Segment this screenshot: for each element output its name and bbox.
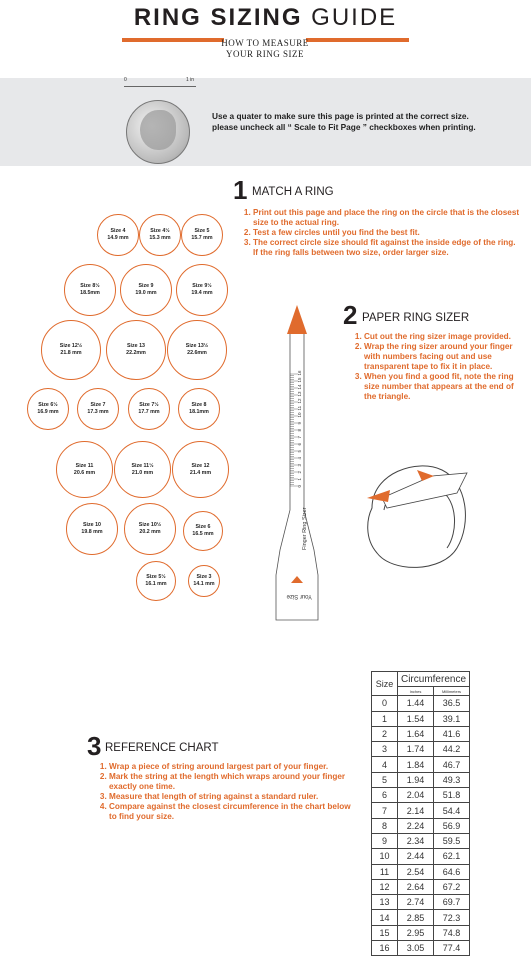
scale-number: 12 [297,398,302,404]
circle-mm-label: 19.0 mm [135,290,157,296]
table-row [372,941,470,956]
size-circle [27,388,69,430]
size-cell: 15 [372,925,398,940]
circle-mm-label: 19.8 mm [81,529,103,535]
paper-ring-sizer [262,300,332,630]
inches-cell: 2.24 [398,818,434,833]
circle-size-label: Size 4½ [150,228,170,234]
circle-mm-label: 16.9 mm [37,409,59,415]
title-light: GUIDE [311,4,398,31]
section-2-title: PAPER RING SIZER [362,312,470,324]
circle-mm-label: 18.1mm [189,409,209,415]
subtitle-line-1: HOW TO MEASURE [221,38,309,48]
section-3-title: REFERENCE CHART [105,742,219,754]
table-row [372,818,470,833]
circle-size-label: Size 4 [110,228,126,234]
circle-mm-label: 17.3 mm [87,409,109,415]
size-circle [120,264,172,316]
mm-cell: 67.2 [434,879,470,894]
section-1-number: 1 [233,175,248,205]
size-circle [97,214,139,256]
size-cell: 1 [372,711,398,726]
circle-size-label: Size 12½ [59,343,83,349]
step-item: 4. Compare against the closest circumference in the chart below to find your size. [109,802,352,822]
size-cell: 11 [372,864,398,879]
circle-size-label: Size 3 [196,574,212,580]
table-row [372,757,470,772]
table-header-row [372,672,470,687]
circle-mm-label: 16.5 mm [192,531,214,537]
size-cell: 8 [372,818,398,833]
size-circle [66,503,118,555]
size-circle [106,320,166,380]
inches-cell: 1.64 [398,726,434,741]
table-row [372,864,470,879]
step-item: 3. Measure that length of string against a standard ruler. [109,792,352,802]
sizer-your-size: Your Size [286,593,312,599]
size-circle [183,511,223,551]
mm-cell: 49.3 [434,772,470,787]
sizer-label: Finger Ring Sizer [302,507,308,550]
coin-portrait [140,110,176,150]
mm-cell: 74.8 [434,925,470,940]
scale-number: 5 [297,449,302,453]
size-circle [128,388,170,430]
table-row [372,711,470,726]
accent-bar-left [122,38,224,42]
title-bold: RING SIZING [133,4,303,31]
size-circle [181,214,223,256]
mm-cell: 64.6 [434,864,470,879]
size-cell: 7 [372,803,398,818]
column-header-circumference: Circumference [398,672,470,687]
table-row [372,833,470,848]
size-circle [167,320,227,380]
section-3-steps [97,762,352,822]
table-row [372,696,470,711]
circle-size-label: Size 9½ [192,283,212,289]
circle-size-label: Size 12 [191,462,210,469]
circle-size-label: Size 13 [127,343,145,349]
step-item: 1. Print out this page and place the ring on the circle that is the closest size to the actual ring. [253,208,521,228]
inches-cell: 1.84 [398,757,434,772]
size-cell: 13 [372,895,398,910]
size-cell: 5 [372,772,398,787]
circle-mm-label: 22.6mm [187,350,207,356]
mm-cell: 46.7 [434,757,470,772]
circle-size-label: Size 6 [195,524,211,530]
size-circle [172,441,229,498]
mm-cell: 77.4 [434,941,470,956]
circle-size-label: Size 10½ [138,522,162,528]
step-item: 1. Wrap a piece of string around largest part of your finger. [109,762,352,772]
step-item: 3. When you find a good fit, note the ring size number that appears at the end of the triangle. [364,372,524,402]
mm-cell: 39.1 [434,711,470,726]
size-cell: 16 [372,941,398,956]
circle-size-label: Size 8½ [80,283,100,289]
wrapped-ring-illustration [362,448,482,578]
size-circle [139,214,181,256]
scale-number: 9 [297,421,302,425]
circle-mm-label: 14.1 mm [193,581,215,587]
size-circle [114,441,171,498]
inches-cell: 1.54 [398,711,434,726]
sizer-scale [290,370,302,488]
scale-number: 2 [297,470,302,474]
table-row [372,895,470,910]
table-row [372,772,470,787]
mini-ruler [124,77,196,94]
ruler-end-label: 1 in [186,77,195,83]
size-cell: 0 [372,696,398,711]
table-row [372,803,470,818]
mm-cell: 51.8 [434,788,470,803]
inches-cell: 2.64 [398,879,434,894]
section-1-steps [241,208,521,258]
table-body [372,696,470,956]
inches-cell: 2.34 [398,833,434,848]
circle-mm-label: 19.4 mm [191,290,213,296]
size-cell: 12 [372,879,398,894]
sizer-bottom-triangle [291,576,303,583]
scale-number: 0 [297,484,302,488]
inches-cell: 3.05 [398,941,434,956]
circle-size-label: Size 5½ [146,574,166,580]
circle-size-label: Size 13½ [185,343,209,349]
inches-cell: 1.74 [398,742,434,757]
scale-number: 1 [297,477,302,481]
column-header-size: Size [372,672,398,696]
circle-mm-label: 20.6 mm [73,469,96,476]
size-cell: 14 [372,910,398,925]
scale-number: 16 [297,370,302,376]
scale-number: 4 [297,456,302,460]
size-circle [41,320,101,380]
inches-cell: 2.85 [398,910,434,925]
step-item: 2. Test a few circles until you find the best fit. [253,228,521,238]
mm-cell: 72.3 [434,910,470,925]
sizer-top-triangle [287,305,307,334]
circle-mm-label: 15.3 mm [149,235,171,241]
circle-mm-label: 22.2mm [126,350,146,356]
scale-number: 8 [297,428,302,432]
size-cell: 3 [372,742,398,757]
table-row [372,879,470,894]
size-circle [136,561,176,601]
circle-mm-label: 21.4 mm [189,469,212,476]
mm-cell: 41.6 [434,726,470,741]
section-1-title: MATCH A RING [252,186,334,198]
inches-cell: 2.54 [398,864,434,879]
circle-mm-label: 21.8 mm [60,350,82,356]
subheader-inches: Inches [398,687,434,696]
table-row [372,726,470,741]
table-row [372,849,470,864]
calibration-line-2: please uncheck all “ Scale to Fit Page ” checkboxes when printing. [212,122,476,132]
size-cell: 4 [372,757,398,772]
circle-size-label: Size 7 [90,402,106,408]
scale-number: 10 [297,412,302,418]
section-2-number: 2 [343,300,358,330]
size-cell: 10 [372,849,398,864]
circle-size-label: Size 7½ [139,402,159,408]
ruler-start-label: 0 [124,77,127,83]
step-item: 2. Mark the string at the length which wraps around your finger exactly one time. [109,772,352,792]
step-item: 3. The correct circle size should fit against the inside edge of the ring. If the ring falls between two size, order larger size. [253,238,521,258]
size-cell: 9 [372,833,398,848]
size-circle [124,503,176,555]
table-row [372,788,470,803]
circle-size-label: Size 5 [194,228,210,234]
section-3-number: 3 [87,731,102,761]
calibration-text [212,111,522,133]
table-row [372,742,470,757]
circle-mm-label: 15.7 mm [191,235,213,241]
size-cell: 6 [372,788,398,803]
circle-mm-label: 14.9 mm [107,235,129,241]
mm-cell: 44.2 [434,742,470,757]
circle-size-label: Size 9 [138,283,154,289]
size-circle [77,388,119,430]
inches-cell: 2.74 [398,895,434,910]
inches-cell: 2.44 [398,849,434,864]
mm-cell: 62.1 [434,849,470,864]
circle-mm-label: 16.1 mm [145,581,167,587]
table-row [372,910,470,925]
mm-cell: 56.9 [434,818,470,833]
inches-cell: 2.04 [398,788,434,803]
circle-size-label: Size 8 [191,402,207,408]
circle-mm-label: 20.2 mm [139,529,161,535]
mm-cell: 69.7 [434,895,470,910]
size-circle [176,264,228,316]
size-circle [64,264,116,316]
circle-size-label: Size 11 [75,462,94,469]
size-circle [178,388,220,430]
inches-cell: 1.94 [398,772,434,787]
circle-size-label: Size 11½ [131,462,154,469]
mm-cell: 59.5 [434,833,470,848]
circle-mm-label: 21.0 mm [131,469,154,476]
size-circle [56,441,113,498]
mm-cell: 36.5 [434,696,470,711]
section-2-steps [352,332,524,402]
inches-cell: 1.44 [398,696,434,711]
circle-mm-label: 17.7 mm [138,409,160,415]
subtitle-line-2: YOUR RING SIZE [226,49,304,59]
circle-size-label: Size 10 [83,522,101,528]
scale-number: 6 [297,442,302,446]
scale-number: 14 [297,384,302,390]
calibration-line-1: Use a quater to make sure this page is printed at the correct size. [212,111,469,121]
page-title [0,4,531,32]
subtitle [215,38,315,60]
scale-number: 13 [297,391,302,397]
reference-chart-table [371,671,470,956]
scale-number: 15 [297,377,302,383]
subheader-millimeters: Millimeters [434,687,470,696]
scale-number: 3 [297,463,302,467]
accent-bar-right [306,38,409,42]
circle-mm-label: 18.5mm [80,290,100,296]
circle-size-label: Size 6½ [38,402,58,408]
size-cell: 2 [372,726,398,741]
inches-cell: 2.95 [398,925,434,940]
size-circle [188,565,220,597]
step-item: 1. Cut out the ring sizer image provided. [364,332,524,342]
step-item: 2. Wrap the ring sizer around your finger with numbers facing out and use transparent tape to fix it in place. [364,342,524,372]
table-row [372,925,470,940]
wrap-pointer-triangle [367,490,390,502]
scale-number: 7 [297,435,302,439]
scale-number: 11 [297,405,302,411]
inches-cell: 2.14 [398,803,434,818]
mm-cell: 54.4 [434,803,470,818]
